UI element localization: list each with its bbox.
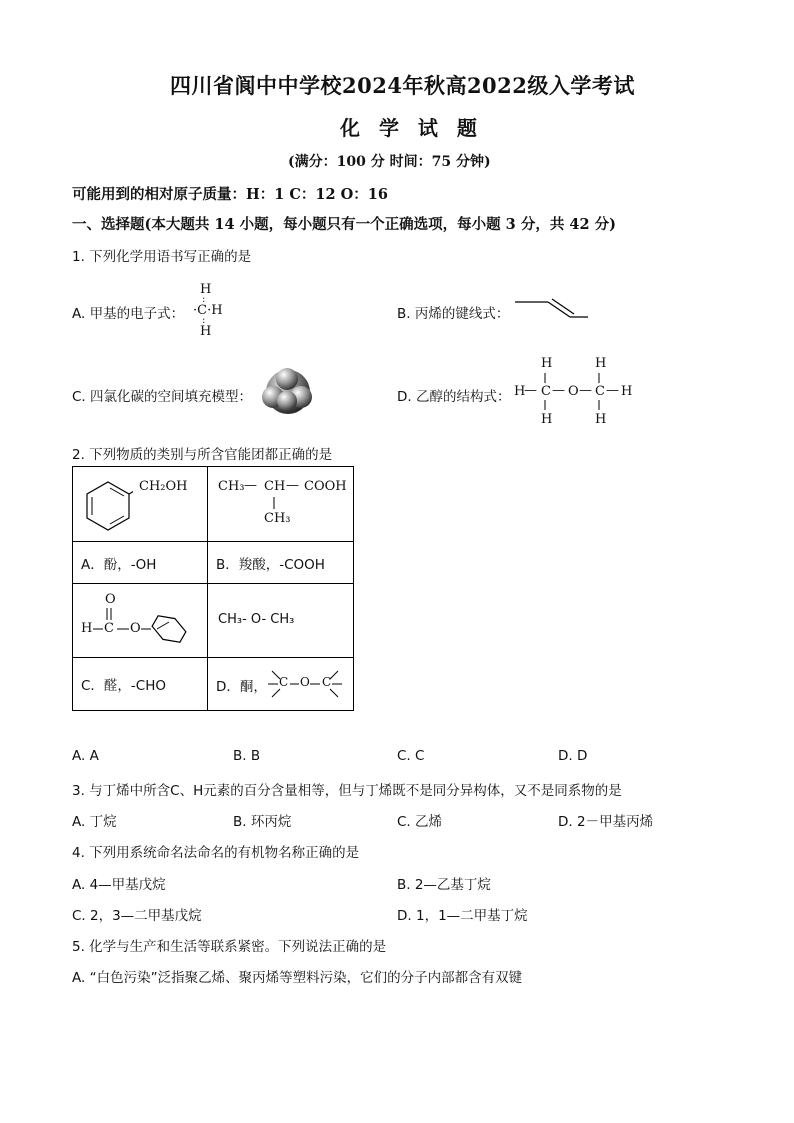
benzene-ring-icon <box>83 479 133 533</box>
q2-label-d: D．酮， <box>216 679 267 695</box>
q2-choice-d[interactable]: D. D <box>558 748 588 764</box>
formate-c: C <box>104 621 114 636</box>
q4-choice-a[interactable]: A. 4—甲基戊烷 <box>72 877 166 893</box>
bond: — <box>606 383 619 398</box>
exam-info: (满分：100 分 时间：75 分钟) <box>288 154 491 170</box>
option-c-cell <box>73 658 208 711</box>
bond: — <box>552 383 565 398</box>
ethanol-vertical-bonds <box>514 356 634 428</box>
methyl-center: ·C·H <box>193 303 223 318</box>
bond: — <box>524 383 537 398</box>
bond: — <box>286 478 299 493</box>
exam-subtitle: 化 学 试 题 <box>340 116 483 140</box>
cell-benzyl-alcohol <box>73 467 208 542</box>
atomic-masses: 可能用到的相对原子质量：H：1 C：12 O：16 <box>72 186 388 203</box>
ethanol-h-c1-bottom: H <box>541 412 553 427</box>
ethanol-o: O <box>568 384 579 399</box>
methyl-dots-bottom: : <box>202 315 206 326</box>
formate-h: H <box>81 621 93 636</box>
q2-stem: 2. 下列物质的类别与所含官能团都正确的是 <box>72 447 333 463</box>
methyl-h-bottom: H <box>200 324 212 339</box>
exam-title: 四川省阆中中学校2024年秋高2022级入学考试 <box>170 73 635 98</box>
ethanol-h-c1-top: H <box>541 356 553 371</box>
formula-ch3-branch: CH₃ <box>264 511 291 526</box>
q4-stem: 4. 下列用系统命名法命名的有机物名称正确的是 <box>72 845 360 861</box>
formate-o-top: O <box>105 592 116 607</box>
q1-option-c-label: C. 四氯化碳的空间填充模型： <box>72 389 253 405</box>
formula-ch3-left: CH₃ <box>218 479 245 494</box>
formate-o: O <box>130 621 141 636</box>
ch2oh-formula: CH₂OH <box>139 479 188 494</box>
section-heading: 一、选择题(本大题共 14 小题，每小题只有一个正确选项，每小题 3 分，共 42 分) <box>72 216 616 233</box>
q1-option-b-label: B. 丙烯的键线式： <box>397 306 510 322</box>
ether-o: O <box>300 675 310 689</box>
propene-skeletal-formula <box>512 296 592 322</box>
q3-choice-b[interactable]: B. 环丙烷 <box>233 814 292 830</box>
methyl-h-top: H <box>200 282 212 297</box>
ethanol-c1: C <box>541 384 551 399</box>
option-d-cell <box>208 658 354 711</box>
ethanol-h-c2-top: H <box>595 356 607 371</box>
ethanol-structural-formula <box>514 356 634 428</box>
q3-choice-c[interactable]: C. 乙烯 <box>397 814 443 830</box>
cell-2-methylpropanoic-acid <box>208 467 354 542</box>
q2-choice-b[interactable]: B. B <box>233 748 261 764</box>
cell-dimethyl-ether <box>208 584 354 658</box>
ethanol-h-right: H <box>621 384 633 399</box>
q1-stem: 1. 下列化学用语书写正确的是 <box>72 249 252 265</box>
q1-option-a-label: A. 甲基的电子式： <box>72 306 185 322</box>
q3-choice-a[interactable]: A. 丁烷 <box>72 814 117 830</box>
cell-phenyl-formate <box>73 584 208 658</box>
q2-choice-a[interactable]: A. A <box>72 748 99 764</box>
formula-ch: CH <box>264 479 286 494</box>
ccl4-space-filling-model <box>256 366 320 418</box>
q2-label-a: A．酚，-OH <box>81 556 157 573</box>
ethanol-h-left: H <box>514 384 526 399</box>
q1-option-d-label: D. 乙醇的结构式： <box>397 389 511 405</box>
dimethyl-ether-formula: CH₃- O- CH₃ <box>218 612 295 627</box>
q5-choice-a[interactable]: A. “白色污染”泛指聚乙烯、聚丙烯等塑料污染，它们的分子内部都含有双键 <box>72 970 523 986</box>
q3-stem: 3. 与丁烯中所含C、H元素的百分含量相等，但与丁烯既不是同分异构体，又不是同系物的是 <box>72 783 622 799</box>
q3-choice-d[interactable]: D. 2－甲基丙烯 <box>558 814 654 830</box>
q2-choice-c[interactable]: C. C <box>397 748 425 764</box>
q4-choice-d[interactable]: D. 1，1—二甲基丁烷 <box>397 908 528 924</box>
ether-c1: C <box>279 675 289 689</box>
q4-choice-c[interactable]: C. 2，3—二甲基戊烷 <box>72 908 202 924</box>
q2-label-b: B．羧酸，-COOH <box>216 556 325 573</box>
methyl-dots-top: : <box>202 294 206 305</box>
bond: — <box>244 478 257 493</box>
q5-stem: 5. 化学与生产和生活等联系紧密。下列说法正确的是 <box>72 939 387 955</box>
q2-table <box>72 466 354 711</box>
option-a-cell <box>73 542 208 584</box>
ether-c2: C <box>322 675 332 689</box>
ethanol-c2: C <box>595 384 605 399</box>
ethanol-h-c2-bottom: H <box>595 412 607 427</box>
q2-label-c: C．醛，-CHO <box>81 678 167 694</box>
q4-choice-b[interactable]: B. 2—乙基丁烷 <box>397 877 491 893</box>
branch-bond <box>208 467 353 541</box>
methyl-electron-formula <box>193 282 236 340</box>
bond: — <box>579 383 592 398</box>
option-b-cell <box>208 542 354 584</box>
formula-cooh: COOH <box>304 479 347 494</box>
